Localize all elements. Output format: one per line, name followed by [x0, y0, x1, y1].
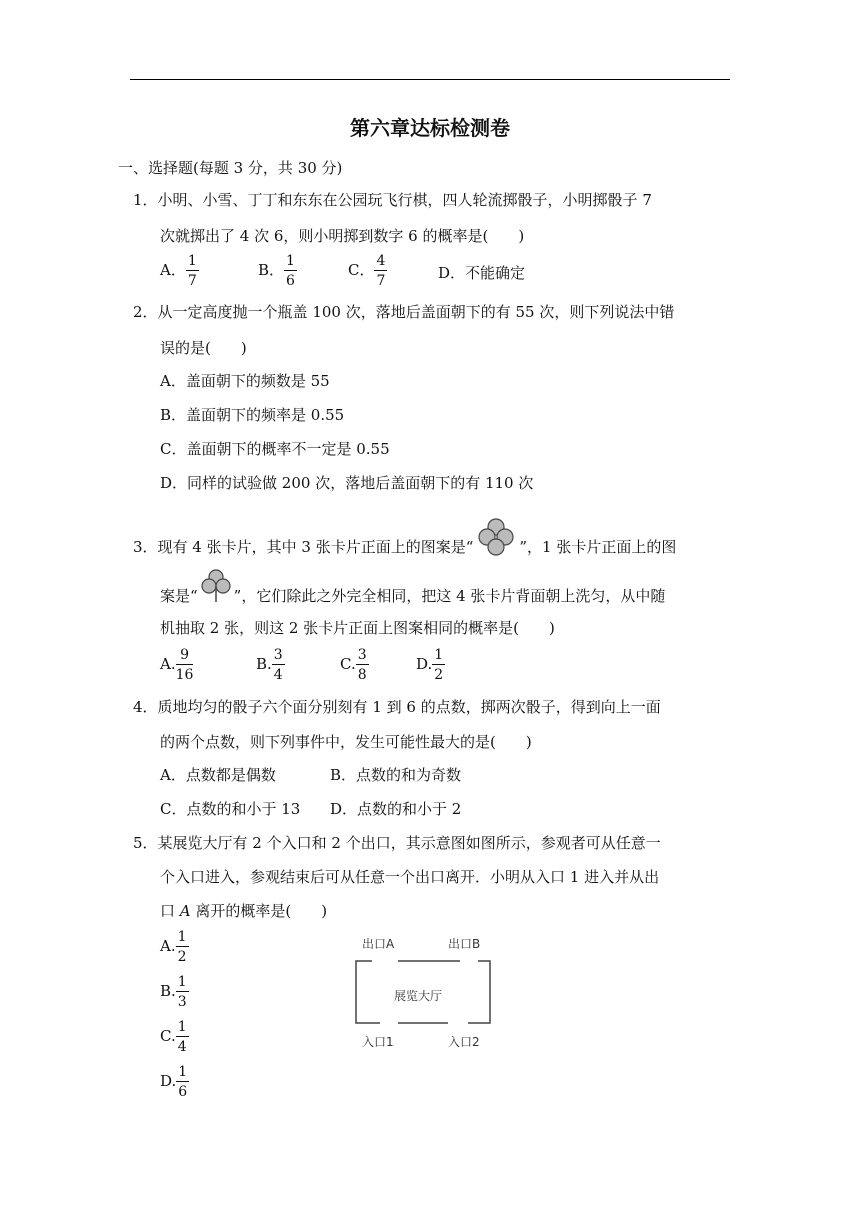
- q3-option-c: C. $\frac{3}{8}$: [340, 647, 367, 683]
- q3-option-d: D. $\frac{1}{2}$: [416, 647, 444, 683]
- fraction: $\frac{1}{7}$: [187, 253, 197, 289]
- hall-label: 展览大厅: [394, 989, 443, 1003]
- q4-option-d: D．点数的和小于 2: [330, 800, 462, 818]
- header-rule: [130, 79, 730, 80]
- q3-line3: 机抽取 2 张，则这 2 张卡片正面上图案相同的概率是( ): [160, 619, 555, 637]
- q4-line1: 4．质地均匀的骰子六个面分别刻有 1 到 6 的点数，掷两次骰子，得到向上一面: [133, 698, 661, 716]
- fraction: $\frac{3}{8}$: [357, 647, 367, 683]
- entrance-1-label: 入口1: [362, 1035, 394, 1049]
- q5-option-c: C. $\frac{1}{4}$: [160, 1019, 187, 1055]
- q2-option-a: A．盖面朝下的频数是 55: [160, 372, 330, 390]
- fraction: $\frac{1}{3}$: [177, 974, 187, 1010]
- q5-line3: 口 A 离开的概率是( ): [160, 902, 328, 920]
- fraction: $\frac{3}{4}$: [273, 647, 283, 683]
- fraction: $\frac{1}{6}$: [286, 253, 295, 289]
- exit-a-label: 出口A: [362, 937, 395, 951]
- q2-option-d: D．同样的试验做 200 次，落地后盖面朝下的有 110 次: [160, 474, 534, 492]
- q4-line2: 的两个点数，则下列事件中，发生可能性最大的是( ): [160, 733, 532, 751]
- q1-option-c: C． $\frac{4}{7}$: [348, 253, 386, 289]
- q3-option-a: A. $\frac{9}{16}$: [160, 647, 194, 683]
- q5-option-b: B. $\frac{1}{3}$: [160, 974, 187, 1010]
- fraction: $\frac{1}{4}$: [177, 1019, 187, 1055]
- q1-option-d: D．不能确定: [438, 264, 526, 282]
- fraction: $\frac{1}{2}$: [177, 929, 187, 965]
- section-heading: 一、选择题(每题 3 分，共 30 分): [118, 159, 343, 177]
- q2-line2: 误的是( ): [160, 339, 247, 357]
- q4-option-c: C．点数的和小于 13: [160, 800, 301, 818]
- q2-option-b: B．盖面朝下的频率是 0.55: [160, 406, 345, 424]
- q1-option-a: A． $\frac{1}{7}$: [160, 253, 197, 289]
- fraction: $\frac{4}{7}$: [376, 253, 386, 289]
- q3-line2: 案是“ ”，它们除此之外完全相同，把这 4 张卡片背面朝上洗匀，从中随: [160, 586, 665, 606]
- entrance-2-label: 入口2: [448, 1035, 480, 1049]
- q1-line1: 1．小明、小雪、丁丁和东东在公园玩飞行棋，四人轮流掷骰子，小明掷骰子 7: [133, 191, 652, 209]
- q5-option-a: A. $\frac{1}{2}$: [160, 929, 187, 965]
- q5-option-d: D. $\frac{1}{6}$: [160, 1064, 188, 1100]
- q5-line1: 5．某展览大厅有 2 个入口和 2 个出口，其示意图如图所示，参观者可从任意一: [133, 834, 661, 852]
- q4-option-b: B．点数的和为奇数: [330, 766, 462, 784]
- q5-line2: 个入口进入，参观结束后可从任意一个出口离开．小明从入口 1 进入并从出: [160, 868, 660, 886]
- clover-pattern-icon: [198, 568, 234, 604]
- fraction: $\frac{1}{2}$: [434, 647, 444, 683]
- exhibition-hall-diagram: [350, 935, 500, 1050]
- four-circle-pattern-icon: [473, 517, 519, 557]
- fraction: $\frac{9}{16}$: [175, 647, 194, 683]
- q2-option-c: C．盖面朝下的概率不一定是 0.55: [160, 440, 390, 458]
- page-title: 第六章达标检测卷: [350, 116, 510, 140]
- fraction: $\frac{1}{6}$: [178, 1064, 188, 1100]
- q3-option-b: B. $\frac{3}{4}$: [256, 647, 283, 683]
- q4-option-a: A．点数都是偶数: [160, 766, 276, 784]
- exit-b-label: 出口B: [448, 937, 481, 951]
- q2-line1: 2．从一定高度抛一个瓶盖 100 次，落地后盖面朝下的有 55 次，则下列说法中错: [133, 303, 675, 321]
- q1-option-b: B． $\frac{1}{6}$: [258, 253, 295, 289]
- q1-line2: 次就掷出了 4 次 6，则小明掷到数字 6 的概率是( ): [160, 227, 525, 245]
- q3-line1: 3．现有 4 张卡片，其中 3 张卡片正面上的图案是“ ”，1 张卡片正面上的图: [133, 537, 676, 557]
